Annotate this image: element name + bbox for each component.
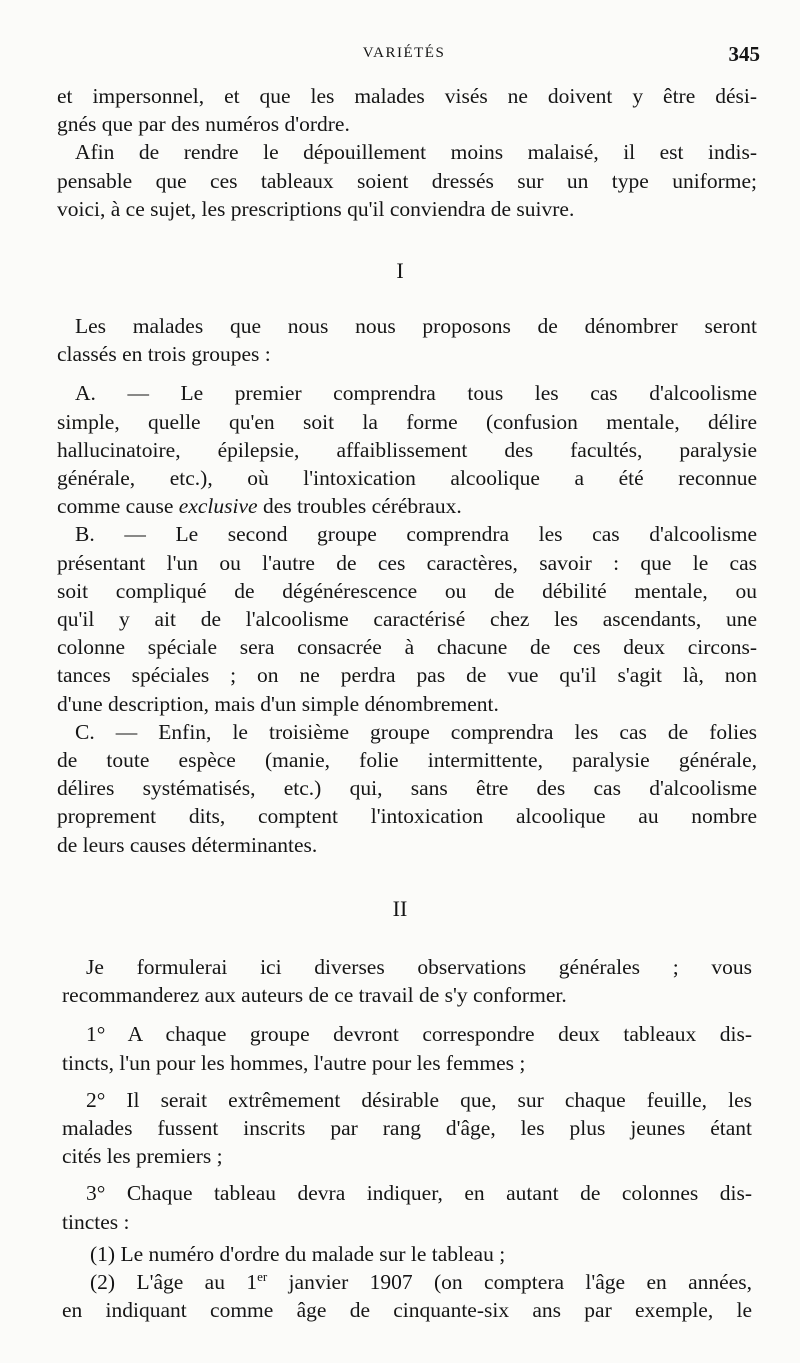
text-line [62,1268,752,1296]
text-line: 2° Il serait extrêmement désirable que, sur chaque feuille, les [86,1087,752,1112]
text-line: délires systématisés, etc.) qui, sans être des cas d'alcoolisme [57,776,757,801]
text-line: tincts, l'un pour les hommes, l'autre pour les femmes ; [62,1050,526,1075]
text-line: C. — Enfin, le troisième groupe comprendra les cas de folies [75,719,757,744]
item-3-subitems [62,1240,752,1325]
text-fragment: janvier 1907 (on comptera l'âge en années, [267,1270,752,1295]
section-2-intro [62,953,752,1009]
section-1-text [57,312,757,859]
text-line: 1° A chaque groupe devront correspondre deux tableaux dis- [86,1022,752,1047]
text-line: A. — Le premier comprendra tous les cas d'alcoolisme [75,381,757,406]
section-2-text [62,953,752,1324]
text-line: de leurs causes déterminantes. [57,832,318,857]
text-line: et impersonnel, et que les malades visés ne doivent y être dési- [57,84,757,108]
text-line: gnés que par des numéros d'ordre. [57,112,350,137]
text-line: voici, à ce sujet, les prescriptions qu'il conviendra de suivre. [57,196,575,221]
text-line: Je formulerai ici diverses observations générales ; vous [86,955,752,979]
section-heading-1: I [396,258,404,283]
text-line: tinctes : [62,1209,130,1234]
text-line: 3° Chaque tableau devra indiquer, en autant de colonnes dis- [86,1181,752,1206]
text-line [57,492,757,520]
text-line: hallucinatoire, épilepsie, affaiblissement des facultés, paralysie [57,437,757,462]
item-3 [62,1179,752,1235]
group-c-paragraph [57,718,757,859]
text-line: simple, quelle qu'en soit la forme (confusion mentale, délire [57,409,757,434]
running-head [48,42,760,66]
text-fragment: (2) L'âge au 1 [90,1270,258,1295]
text-line: recommanderez aux auteurs de ce travail de s'y conformer. [62,983,567,1008]
section-heading-2: II [392,896,408,921]
text-line: proprement dits, comptent l'intoxication alcoolique au nombre [57,804,757,829]
text-line: tances spéciales ; on ne perdra pas de vue qu'il s'agit là, non [57,663,757,688]
text-line: de toute espèce (manie, folie intermittente, paralysie générale, [57,748,757,773]
intro-paragraph-1 [57,82,757,138]
text-fragment: des troubles cérébraux. [257,494,462,519]
intro-text [57,82,757,223]
text-line: (1) Le numéro d'ordre du malade sur le tableau ; [90,1241,506,1266]
text-line: présentant l'un ou l'autre de ces caractères, savoir : que le cas [57,550,757,575]
superscript-er: er [257,1268,268,1284]
emphasis-exclusive: exclusive [178,494,258,519]
text-line: en indiquant comme âge de cinquante-six ans par exemple, le [62,1298,752,1323]
text-line: Les malades que nous nous proposons de dénombrer seront [75,314,757,338]
text-line: cités les premiers ; [62,1144,223,1169]
text-line: B. — Le second groupe comprendra les cas d'alcoolisme [75,522,757,547]
text-line: générale, etc.), où l'intoxication alcoolique a été reconnue [57,466,757,491]
text-line: classés en trois groupes : [57,342,271,367]
running-title: VARIÉTÉS [362,45,446,61]
text-line: qu'il y ait de l'alcoolisme caractérisé chez les ascendants, une [57,607,757,632]
text-line: colonne spéciale sera consacrée à chacune de ces deux circons- [57,635,757,660]
text-line: d'une description, mais d'un simple dénombrement. [57,691,499,716]
page-number: 345 [728,42,760,66]
text-fragment: comme cause [57,494,179,519]
group-b-paragraph [57,520,757,717]
group-a-paragraph [57,379,757,520]
text-line: soit compliqué de dégénérescence ou de débilité mentale, ou [57,578,757,603]
section-1-intro [57,312,757,368]
text-line: Afin de rendre le dépouillement moins malaisé, il est indis- [75,140,757,165]
intro-paragraph-2 [57,138,757,223]
text-line: malades fussent inscrits par rang d'âge, les plus jeunes étant [62,1116,752,1141]
item-2 [62,1086,752,1171]
text-line: pensable que ces tableaux soient dressés sur un type uniforme; [57,168,757,193]
item-1 [62,1020,752,1076]
